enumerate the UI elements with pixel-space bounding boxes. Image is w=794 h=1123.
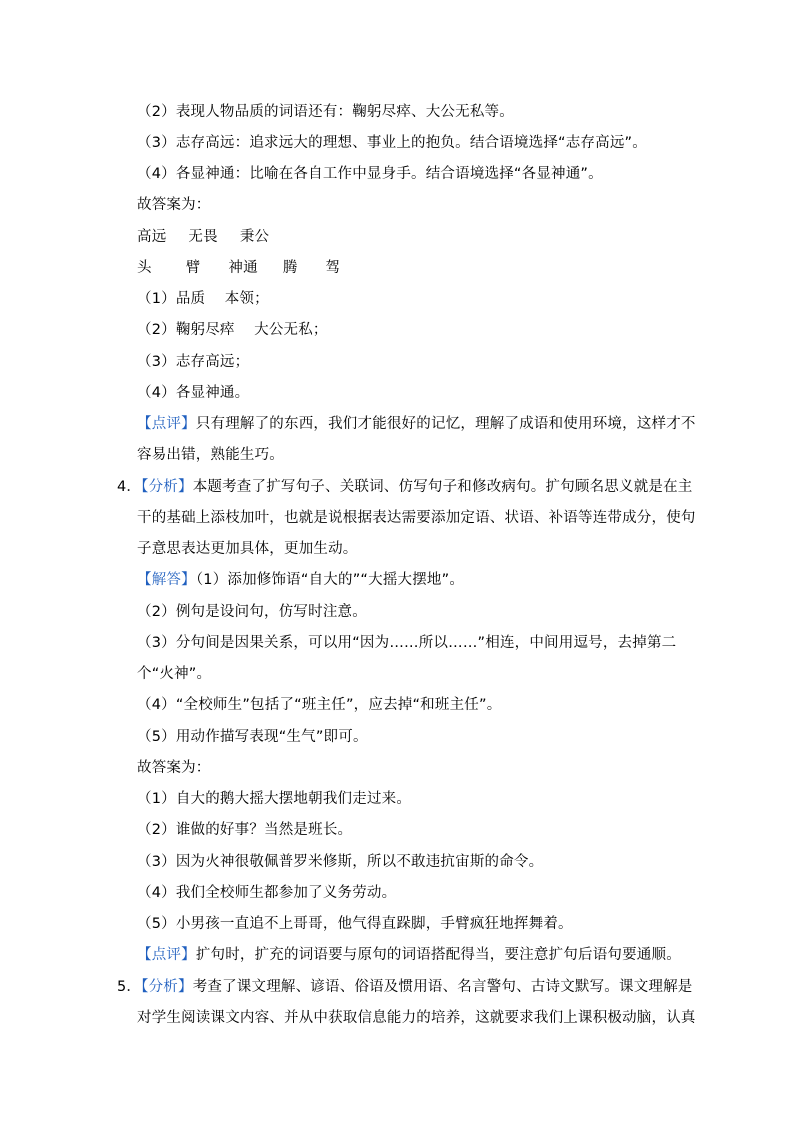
- text-line: （3）志存高远：追求远大的理想、事业上的抱负。结合语境选择“志存高远”。: [137, 135, 647, 151]
- text-line: （4）我们全校师生都参加了义务劳动。: [137, 885, 397, 901]
- text-line: （2）鞠躬尽瘁 大公无私；: [137, 322, 328, 338]
- solution-tag: 【解答】: [137, 572, 196, 588]
- text-line: 故答案为：: [137, 760, 211, 776]
- answer-word: 无畏: [188, 229, 218, 245]
- text-line: （4）各显神通。: [137, 385, 250, 401]
- text-line: 干的基础上添枝加叶，也就是说根据表达需要添加定语、状语、补语等连带成分，使句: [137, 510, 696, 526]
- comment-paragraph: [137, 414, 696, 434]
- question-number: 5．: [117, 979, 142, 995]
- solution-text: （1）添加修饰语“自大的”“大摇大摆地”。: [195, 572, 465, 588]
- text-line: （1）品质 本领；: [137, 291, 269, 307]
- text-line: 容易出错，熟能生巧。: [137, 447, 284, 463]
- comment-text: 扩句时，扩充的词语要与原句的词语搭配得当，要注意扩句后语句要通顺。: [195, 947, 681, 963]
- text-line: 故答案为：: [137, 197, 211, 213]
- text-line: （4）各显神通：比喻在各自工作中显身手。结合语境选择“各显神通”。: [137, 166, 603, 182]
- text-line: （2）例句是设问句，仿写时注意。: [137, 604, 367, 620]
- text-line: （5）小男孩一直追不上哥哥，他气得直跺脚，手臂疯狂地挥舞着。: [137, 916, 573, 932]
- answer-word: 臂: [185, 260, 201, 276]
- text-line: 对学生阅读课文内容、并从中获取信息能力的培养，这就要求我们上课积极动脑，认真: [137, 1010, 696, 1026]
- solution-paragraph: [137, 570, 464, 590]
- answer-word: 驾: [325, 260, 341, 276]
- text-line: 子意思表达更加具体，更加生动。: [137, 541, 358, 557]
- comment-text: 只有理解了的东西，我们才能很好的记忆，理解了成语和使用环境，这样才不: [195, 416, 696, 432]
- text-line: （4）“全校师生”包括了“班主任”，应去掉“和班主任”。: [137, 697, 502, 713]
- text-line: （3）因为火神很敬佩普罗米修斯，所以不敢违抗宙斯的命令。: [137, 854, 544, 870]
- analysis-text: 考查了课文理解、谚语、俗语及惯用语、名言警句、古诗文默写。课文理解是: [192, 979, 693, 995]
- answer-word: 头: [137, 260, 152, 276]
- text-line: （1）自大的鹅大摇大摆地朝我们走过来。: [137, 791, 412, 807]
- text-line: （3）分句间是因果关系，可以用“因为……所以……”相连，中间用逗号，去掉第二: [137, 635, 677, 651]
- text-line: 个“火神”。: [137, 666, 212, 682]
- text-line: （2）谁做的好事？当然是班长。: [137, 822, 353, 838]
- question-4-analysis: [117, 477, 693, 497]
- text-line: （2）表现人物品质的词语还有：鞠躬尽瘁、大公无私等。: [137, 104, 514, 120]
- answer-word: 高远: [137, 229, 167, 245]
- answer-word: 腾: [282, 260, 298, 276]
- analysis-text: 本题考查了扩写句子、关联词、仿写句子和修改病句。扩句顾名思义就是在主: [192, 479, 693, 495]
- comment-paragraph: [137, 945, 681, 965]
- text-line: （3）志存高远；: [137, 354, 250, 370]
- answer-word: 神通: [228, 260, 258, 276]
- analysis-tag: 【分析】: [141, 979, 193, 995]
- answer-blank-row-2: [137, 258, 340, 278]
- comment-tag: 【点评】: [137, 416, 196, 432]
- analysis-tag: 【分析】: [141, 479, 193, 495]
- question-5-analysis: [117, 977, 693, 997]
- question-number: 4．: [117, 479, 142, 495]
- answer-word: 秉公: [239, 229, 270, 245]
- comment-tag: 【点评】: [137, 947, 196, 963]
- text-line: （5）用动作描写表现“生气”即可。: [137, 729, 368, 745]
- answer-blank-row-1: [137, 227, 269, 247]
